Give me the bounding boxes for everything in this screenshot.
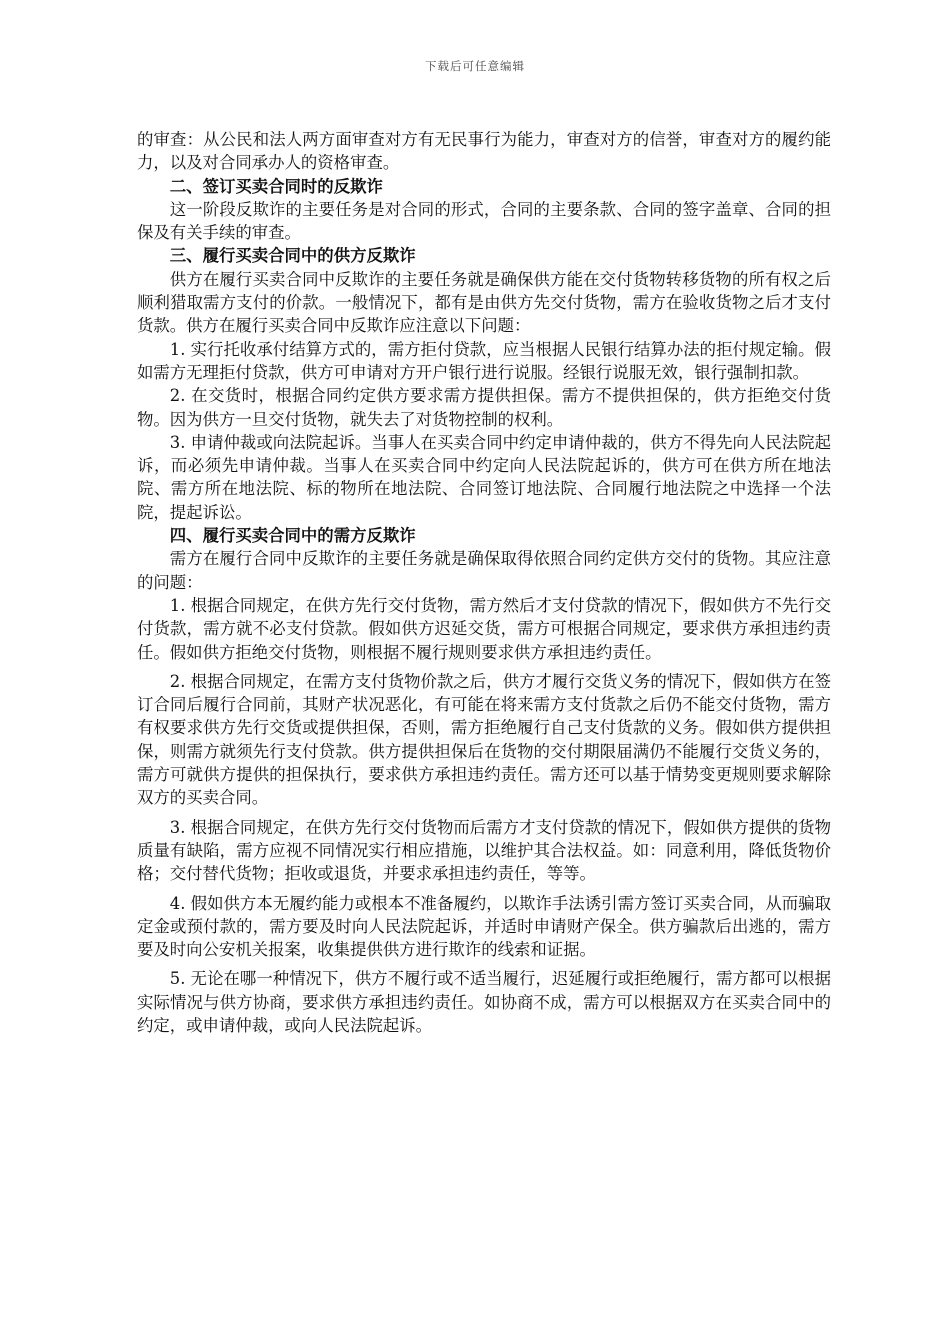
section-heading: 二、签订买卖合同时的反欺诈	[169, 176, 383, 196]
paragraph: 需方在履行合同中反欺诈的主要任务就是确保取得依照合同约定供方交付的货物。其应注意的问题：	[137, 549, 831, 592]
document-body	[137, 128, 831, 1037]
paragraph: 的审查：从公民和法人两方面审查对方有无民事行为能力，审查对方的信誉，审查对方的履约能力，以及对合同承办人的资格审查。	[137, 130, 831, 173]
paragraph: 供方在履行买卖合同中反欺诈的主要任务就是确保供方能在交付货物转移货物的所有权之后顺利猎取需方支付的价款。一般情况下，都有是由供方先交付货物，需方在验收货物之后才支付货款。供方在履行买卖合同中反欺诈应注意以下问题：	[137, 269, 831, 336]
section-heading: 四、履行买卖合同中的需方反欺诈	[169, 526, 416, 546]
list-item: 3. 申请仲裁或向法院起诉。当事人在买卖合同中约定申请仲裁的，供方不得先向人民法院起诉，而必须先申请仲裁。当事人在买卖合同中约定向人民法院起诉的，供方可在供方所在地法院、需方所在地法院、标的物所在地法院、合同签订地法院、合同履行地法院之中选择一个法院，提起诉讼。	[137, 432, 831, 522]
list-item: 2. 根据合同规定，在需方支付货物价款之后，供方才履行交货义务的情况下，假如供方在签订合同后履行合同前，其财产状况恶化，有可能在将来需方支付货款之后仍不能交付货物，需方有权要求供方先行交货或提供担保，否则，需方拒绝履行自己支付货款的义务。假如供方提供担保，则需方就须先行支付贷款。供方提供担保后在货物的交付期限届满仍不能履行交货义务的，需方可就供方提供的担保执行，要求供方承担违约责任。需方还可以基于情势变更规则要求解除双方的买卖合同。	[137, 671, 831, 808]
list-item: 2. 在交货时，根据合同约定供方要求需方提供担保。需方不提供担保的，供方拒绝交付货物。因为供方一旦交付货物，就失去了对货物控制的权利。	[137, 386, 831, 429]
list-item: 1. 根据合同规定，在供方先行交付货物，需方然后才支付贷款的情况下，假如供方不先行交付货款，需方就不必支付贷款。假如供方迟延交货，需方可根据合同规定，要求供方承担违约责任。假如供方拒绝交付货物，则根据不履行规则要求供方承担违约责任。	[137, 595, 831, 662]
paragraph: 这一阶段反欺诈的主要任务是对合同的形式，合同的主要条款、合同的签字盖章、合同的担保及有关手续的审查。	[137, 199, 831, 243]
list-item: 3. 根据合同规定，在供方先行交付货物而后需方才支付贷款的情况下，假如供方提供的货物质量有缺陷，需方应视不同情况实行相应措施，以维护其合法权益。如：同意利用，降低货物价格；交付替代货物；拒收或退货，并要求承担违约责任，等等。	[137, 817, 831, 884]
page-header: 下载后可任意编辑	[425, 59, 525, 73]
list-item: 4. 假如供方本无履约能力或根本不准备履约，以欺诈手法诱引需方签订买卖合同，从而骗取定金或预付款的，需方要及时向人民法院起诉，并适时申请财产保全。供方骗款后出逃的，需方要及时向公安机关报案，收集提供供方进行欺诈的线索和证据。	[137, 893, 831, 960]
list-item: 5. 无论在哪一种情况下，供方不履行或不适当履行，迟延履行或拒绝履行，需方都可以根据实际情况与供方协商，要求供方承担违约责任。如协商不成，需方可以根据双方在买卖合同中的约定，或申请仲裁，或向人民法院起诉。	[137, 969, 831, 1035]
section-heading: 三、履行买卖合同中的供方反欺诈	[169, 246, 416, 266]
list-item: 1. 实行托收承付结算方式的，需方拒付贷款，应当根据人民银行结算办法的拒付规定输。假如需方无理拒付贷款，供方可申请对方开户银行进行说服。经银行说服无效，银行强制扣款。	[137, 339, 831, 382]
